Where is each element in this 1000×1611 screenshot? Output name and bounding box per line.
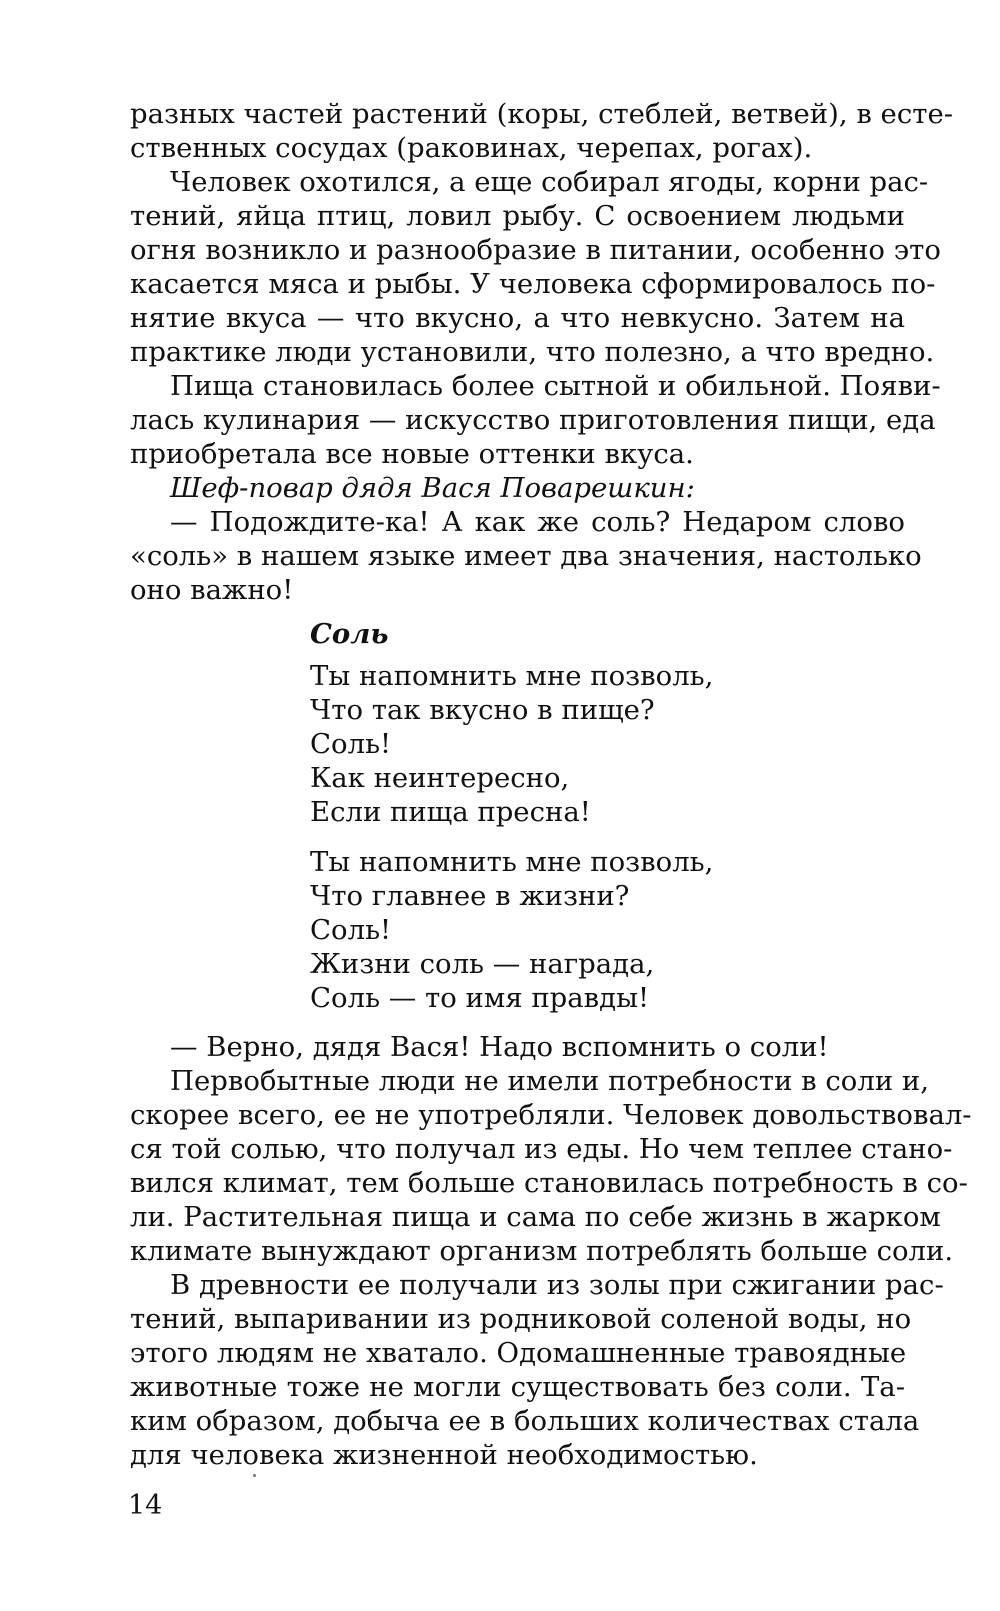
text-line: огня возникло и разнообразие в питании, особенно это [130, 234, 941, 266]
text-line: Человек охотился, а еще собирал ягоды, корни рас- [170, 166, 929, 198]
text-line: — Подождите-ка! А как же соль? Недаром слово [170, 506, 905, 538]
text-line: нятие вкуса — что вкусно, а что невкусно. Затем на [130, 302, 905, 334]
poem-line: Жизни соль — награда, [310, 948, 655, 980]
text-line: тений, выпаривании из родниковой соленой воды, но [130, 1303, 912, 1335]
poem-line: Соль! [310, 914, 392, 946]
page-number: 14 [128, 1490, 163, 1521]
text-line: ли. Растительная пища и сама по себе жизнь в жарком [130, 1201, 941, 1233]
bottom-text-block [130, 1030, 972, 1472]
poem-line: Ты напомнить мне позволь, [310, 846, 714, 878]
poem-line: Соль! [310, 728, 392, 760]
text-line: Пища становилась более сытной и обильной. Появи- [170, 370, 941, 402]
poem-title: Соль [310, 618, 389, 650]
text-line: касается мяса и рыбы. У человека сформировалось по- [130, 268, 936, 300]
text-line: скорее всего, ее не употребляли. Человек довольствовал- [130, 1099, 972, 1131]
poem [310, 617, 870, 1015]
scan-speck [253, 1474, 256, 1477]
text-line: ся той солью, что получал из еды. Но чем теплее стано- [130, 1133, 953, 1165]
text-line: ким образом, добыча ее в больших количествах стала [130, 1405, 920, 1437]
poem-line: Как неинтересно, [310, 762, 570, 794]
speaker-name: Шеф-повар дядя Вася Поварешкин: [170, 472, 695, 504]
text-line: Первобытные люди не имели потребности в соли и, [170, 1065, 929, 1097]
text-line: климате вынуждают организм потреблять больше соли. [130, 1235, 954, 1267]
text-line: вился климат, тем больше становилась потребность в со- [130, 1167, 968, 1199]
text-line: лась кулинария — искусство приготовления пищи, еда [130, 404, 936, 436]
text-line: этого людям не хватало. Одомашненные травоядные [130, 1337, 907, 1369]
text-line: оно важно! [130, 574, 294, 606]
top-text-block [130, 97, 954, 607]
poem-line: Ты напомнить мне позволь, [310, 660, 714, 692]
text-line: разных частей растений (коры, стеблей, ветвей), в есте- [130, 98, 954, 130]
poem-line: Что так вкусно в пище? [310, 694, 655, 726]
poem-line: Если пища пресна! [310, 796, 591, 828]
text-line: «соль» в нашем языке имеет два значения, настолько [130, 540, 922, 572]
text-line: приобретала все новые оттенки вкуса. [130, 438, 694, 470]
text-line: для человека жизненной необходимостью. [130, 1439, 758, 1471]
poem-line: Соль — то имя правды! [310, 982, 650, 1014]
reply-line: — Верно, дядя Вася! Надо вспомнить о соли! [170, 1031, 829, 1063]
text-line: тений, яйца птиц, ловил рыбу. С освоением людьми [130, 200, 905, 232]
text-line: практике люди установили, что полезно, а что вредно. [130, 336, 935, 368]
text-line: животные тоже не могли существовать без соли. Та- [130, 1371, 905, 1403]
poem-line: Что главнее в жизни? [310, 880, 630, 912]
text-line: В древности ее получали из золы при сжигании рас- [170, 1269, 944, 1301]
text-line: ственных сосудах (раковинах, черепах, рогах). [130, 132, 813, 164]
